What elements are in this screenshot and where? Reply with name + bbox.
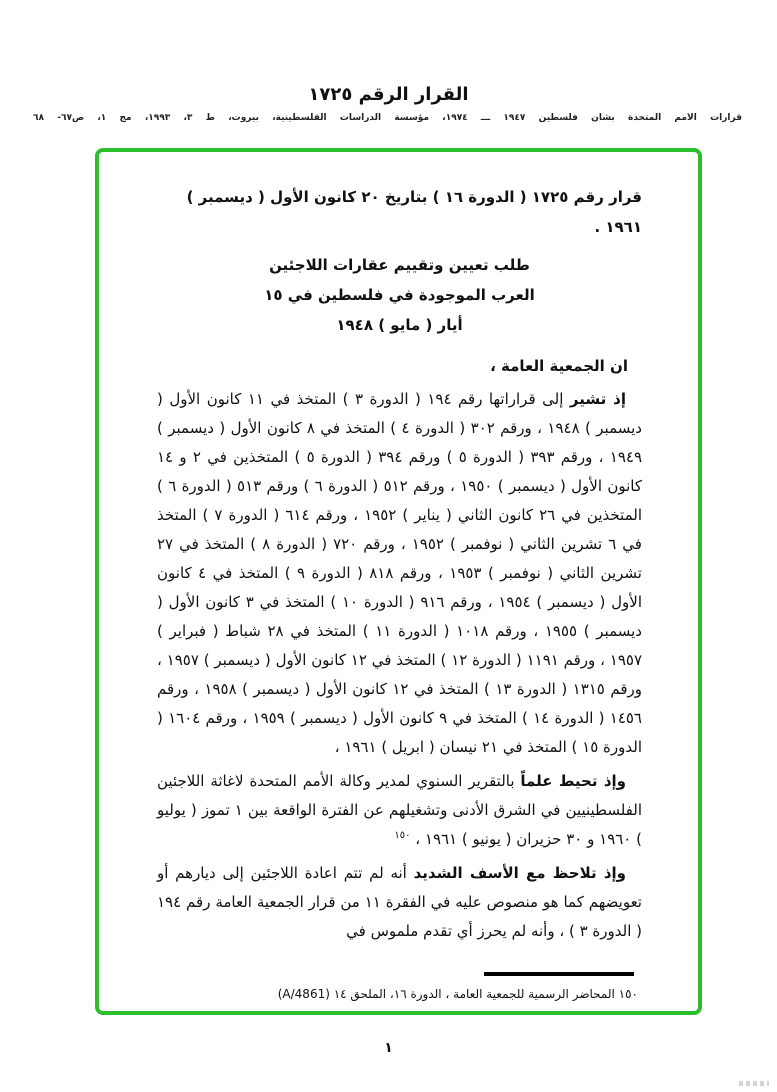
scan-artifact	[739, 1081, 769, 1086]
page-number: ١	[384, 1040, 393, 1056]
subtitle-line: العرب الموجودة في فلسطين في ١٥	[264, 286, 535, 304]
paragraph-lead: وإذ تحيط علماً	[520, 772, 626, 790]
paragraph-recalls-resolutions	[157, 385, 642, 762]
paragraph-takes-note-report	[157, 767, 642, 854]
subtitle-line: أيار ( مايو ) ١٩٤٨	[336, 316, 463, 334]
subtitle-line: طلب تعيين وتقييم عقارات اللاجئين	[269, 256, 530, 274]
source-citation: قرارات الأمم المتحدة بشأن فلسطين ١٩٤٧ ـــ ١٩٧٤، مؤسسة الدراسات الفلسطينية، بيروت، ط ٣، ١٩٩٣، مج ١، ص٦٧- ٦٨	[33, 113, 742, 123]
opening-phrase: ان الجمعية العامة ،	[490, 357, 628, 375]
resolution-heading: قرار رقم ١٧٢٥ ( الدورة ١٦ ) بتاريخ ٢٠ كانون الأول ( ديسمبر ) ١٩٦١ .	[186, 188, 642, 236]
footnote-rule	[484, 972, 634, 976]
paragraph-text: أنه لم تتم اعادة اللاجئين إلى ديارهم أو تعويضهم كما هو منصوص عليه في الفقرة ١١ من قرار الجمعية العامة رقم ١٩٤ ( الدورة ٣ ) ، وأنه لم يحرز أي تقدم ملموس في	[157, 864, 642, 940]
highlight-box	[95, 148, 702, 1015]
paragraph-notes-with-regret	[157, 859, 642, 946]
paragraph-text: إلى قراراتها رقم ١٩٤ ( الدورة ٣ ) المتخذ في ١١ كانون الأول ( ديسمبر ) ١٩٤٨ ، ورقم ٣٠٢ ( الدورة ٤ ) المتخذ في ٨ كانون الأول ( ديسمبر ) ١٩٤٩ ، ورقم ٣٩٣ ( الدورة ٥ ) ورقم ٣٩٤ ( الدورة ٥ ) المتخذين في ٢ و ١٤ كانون الأول ( ديسمبر ) ١٩٥٠ ، ورقم ٥١٢ ( الدورة ٦ ) ورقم ٥١٣ ( الدورة ٦ ) المتخذين في ٢٦ كانون الثاني ( يناير ) ١٩٥٢ ، ورقم ٦١٤ ( الدورة ٧ ) المتخذ في ٦ تشرين الثاني ( نوفمبر ) ١٩٥٢ ، ورقم ٧٢٠ ( الدورة ٨ ) المتخذ في ٢٧ تشرين الثاني ( نوفمبر ) ١٩٥٣ ، ورقم ٨١٨ ( الدورة ٩ ) المتخذ في ٤ كانون الأول ( ديسمبر ) ١٩٥٤ ، ورقم ٩١٦ ( الدورة ١٠ ) المتخذ في ٣ كانون الأول ( ديسمبر ) ١٩٥٥ ، ورقم ١٠١٨ ( الدورة ١١ ) المتخذ في ٢٨ شباط ( فبراير ) ١٩٥٧ ، ورقم ١١٩١ ( الدورة ١٢ ) المتخذ في ١٢ كانون الأول ( ديسمبر ) ١٩٥٧ ، ورقم ١٣١٥ ( الدورة ١٣ ) المتخذ في ١٢ كانون الأول ( ديسمبر ) ١٩٥٨ ، ورقم ١٤٥٦ ( الدورة ١٤ ) المتخذ في ٩ كانون الأول ( ديسمبر ) ١٩٥٩ ، ورقم ١٦٠٤ ( الدورة ١٥ ) المتخذ في ٢١ نيسان ( ابريل ) ١٩٦١ ،	[157, 390, 643, 756]
page-title: القرار الرقم ١٧٢٥	[308, 84, 469, 105]
footnote: ١٥٠ المحاضر الرسمية للجمعية العامة ، الدورة ١٦، الملحق ١٤ (A/4861)	[277, 987, 638, 1001]
resolution-subtitle	[157, 250, 642, 340]
resolution-content	[99, 152, 698, 1011]
paragraph-lead: وإذ تلاحظ مع الأسف الشديد	[413, 864, 626, 882]
paragraph-lead: إذ تشير	[569, 390, 626, 408]
footnote-reference: ١٥٠	[394, 830, 411, 841]
paragraph-text: بالتقرير السنوي لمدير وكالة الأمم المتحدة لاغاثة اللاجئين الفلسطينيين في الشرق الأدنى وتشغيلهم عن الفترة الواقعة بين ١ تموز ( يوليو ) ١٩٦٠ و ٣٠ حزيران ( يونيو ) ١٩٦١ ،	[157, 772, 642, 848]
